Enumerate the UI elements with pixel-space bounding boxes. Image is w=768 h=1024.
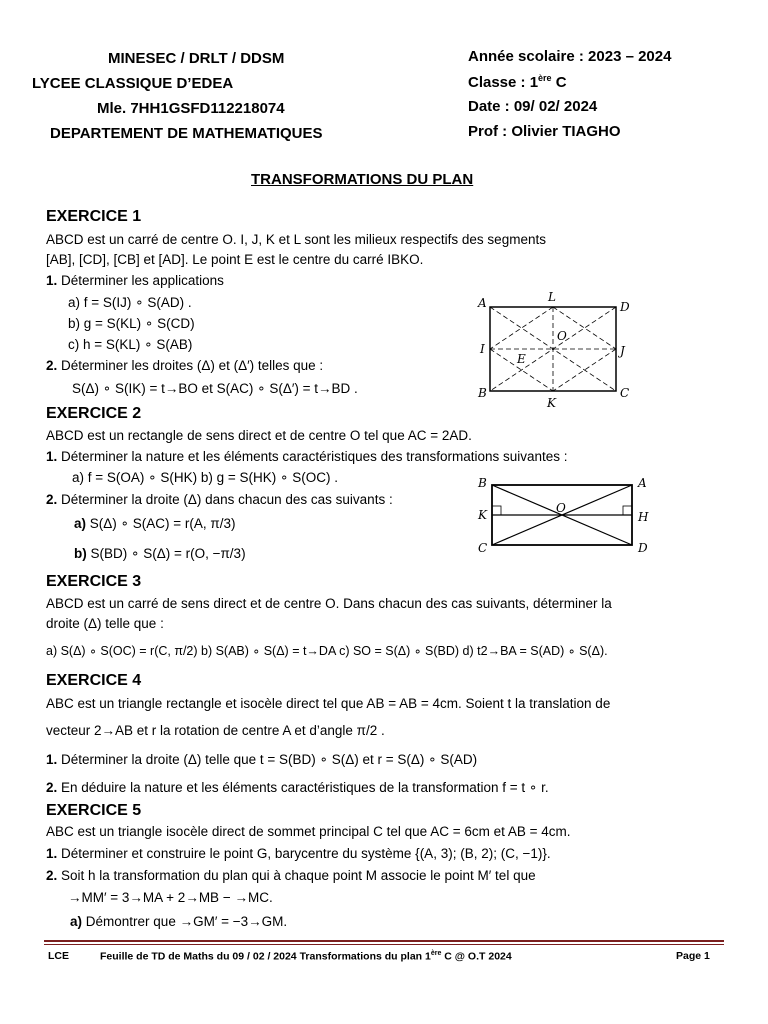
- ex1-q1b: b) g = S(KL) ∘ S(CD): [68, 316, 195, 331]
- label-A: A: [638, 476, 647, 490]
- ex5-q1: 1. Déterminer et construire le point G, barycentre du système {(A, 3); (B, 2); (C, −1)}.: [46, 846, 551, 861]
- ex3-equations: a) S(Δ) ∘ S(OC) = r(C, π/2) b) S(AB) ∘ S(Δ) = t→DA c) SO = S(Δ) ∘ S(BD) d) t2→BA = S(AD) ∘ S(Δ).: [46, 644, 608, 658]
- ex5-line1: ABC est un triangle isocèle direct de sommet principal C tel que AC = 6cm et AB = 4cm.: [46, 824, 571, 839]
- ex1-line2: [AB], [CD], [CB] et [AD]. Le point E est le centre du carré IBKO.: [46, 252, 424, 267]
- ex4-line1: ABC est un triangle rectangle et isocèle direct tel que AB = AB = 4cm. Soient t la translation de: [46, 696, 611, 711]
- ex2-line1: ABCD est un rectangle de sens direct et de centre O tel que AC = 2AD.: [46, 428, 472, 443]
- label-C: C: [620, 386, 630, 400]
- ex3-heading: EXERCICE 3: [46, 573, 142, 590]
- label-B: B: [478, 386, 487, 400]
- ex2-q1: 1. Déterminer la nature et les éléments caractéristiques des transformations suivantes :: [46, 449, 568, 464]
- ex2-q2a: a) S(Δ) ∘ S(AC) = r(A, π/3): [74, 516, 236, 531]
- header-department: DEPARTEMENT DE MATHEMATIQUES: [50, 125, 323, 142]
- label-L: L: [548, 290, 556, 304]
- label-D: D: [638, 541, 648, 555]
- footer-middle: Feuille de TD de Maths du 09 / 02 / 2024 Transformations du plan 1ère C @ O.T 2024: [100, 950, 512, 963]
- ex1-q1: 1. Déterminer les applications: [46, 273, 224, 288]
- label-E: E: [517, 352, 526, 366]
- ex4-q2: 2. En déduire la nature et les éléments caractéristiques de la transformation f = t ∘ r.: [46, 780, 549, 795]
- ex2-q2b: b) S(BD) ∘ S(Δ) = r(O, −π/3): [74, 546, 246, 561]
- rectangle-figure: [470, 472, 650, 562]
- ex5-heading: EXERCICE 5: [46, 802, 142, 819]
- ex2-q1-equation: a) f = S(OA) ∘ S(HK) b) g = S(HK) ∘ S(OC) .: [72, 470, 338, 485]
- label-C: C: [478, 541, 488, 555]
- ex4-line2: vecteur 2→AB et r la rotation de centre A et d’angle π/2 .: [46, 723, 385, 738]
- label-B: B: [478, 476, 487, 490]
- header-year: Année scolaire : 2023 – 2024: [468, 48, 672, 65]
- ex5-q2-equation: →MM′ = 3→MA + 2→MB − →MC.: [68, 890, 273, 905]
- ex5-q2: 2. Soit h la transformation du plan qui à chaque point M associe le point M′ tel que: [46, 868, 536, 883]
- header-class: Classe : 1ère C: [468, 73, 567, 91]
- page-title: TRANSFORMATIONS DU PLAN: [251, 171, 474, 188]
- header-date: Date : 09/ 02/ 2024: [468, 98, 598, 115]
- label-D: D: [620, 300, 630, 314]
- right-angle-K: [492, 506, 501, 515]
- footer-rule: [44, 940, 724, 942]
- footer-rule-thin: [44, 944, 724, 945]
- ex1-q2-equation: S(Δ) ∘ S(IK) = t→BO et S(AC) ∘ S(Δ′) = t→BD .: [72, 381, 358, 396]
- ex3-line1: ABCD est un carré de sens direct et de centre O. Dans chacun des cas suivants, déterminer la: [46, 596, 612, 611]
- ex1-q2: 2. Déterminer les droites (Δ) et (Δ′) telles que :: [46, 358, 324, 373]
- ex5-q2a: a) Démontrer que →GM′ = −3→GM.: [70, 914, 288, 929]
- label-O: O: [556, 501, 566, 515]
- header-prof: Prof : Olivier TIAGHO: [468, 123, 621, 140]
- footer-page: Page 1: [676, 950, 710, 962]
- ex2-q2: 2. Déterminer la droite (Δ) dans chacun des cas suivants :: [46, 492, 393, 507]
- ex1-heading: EXERCICE 1: [46, 208, 142, 225]
- ex4-heading: EXERCICE 4: [46, 672, 142, 689]
- ex1-q1c: c) h = S(KL) ∘ S(AB): [68, 337, 193, 352]
- label-A: A: [478, 296, 487, 310]
- ex1-q1a: a) f = S(IJ) ∘ S(AD) .: [68, 295, 192, 310]
- label-O: O: [557, 329, 567, 343]
- label-I: I: [480, 342, 485, 356]
- ex1-line1: ABCD est un carré de centre O. I, J, K et L sont les milieux respectifs des segments: [46, 232, 546, 247]
- ex4-q1: 1. Déterminer la droite (Δ) telle que t = S(BD) ∘ S(Δ) et r = S(Δ) ∘ S(AD): [46, 752, 478, 767]
- square-construction-lines: [490, 307, 616, 391]
- label-J: J: [620, 344, 625, 358]
- label-K: K: [547, 396, 556, 410]
- label-K: K: [478, 508, 487, 522]
- header-ministry: MINESEC / DRLT / DDSM: [108, 50, 285, 67]
- header-school: LYCEE CLASSIQUE D’EDEA: [32, 75, 234, 92]
- footer-left: LCE: [48, 950, 69, 962]
- header-registration: Mle. 7HH1GSFD112218074: [97, 100, 285, 117]
- ex2-heading: EXERCICE 2: [46, 405, 142, 422]
- ex3-line2: droite (Δ) telle que :: [46, 616, 164, 631]
- right-angle-H: [623, 506, 632, 515]
- square-figure: [470, 285, 640, 415]
- label-H: H: [638, 510, 649, 524]
